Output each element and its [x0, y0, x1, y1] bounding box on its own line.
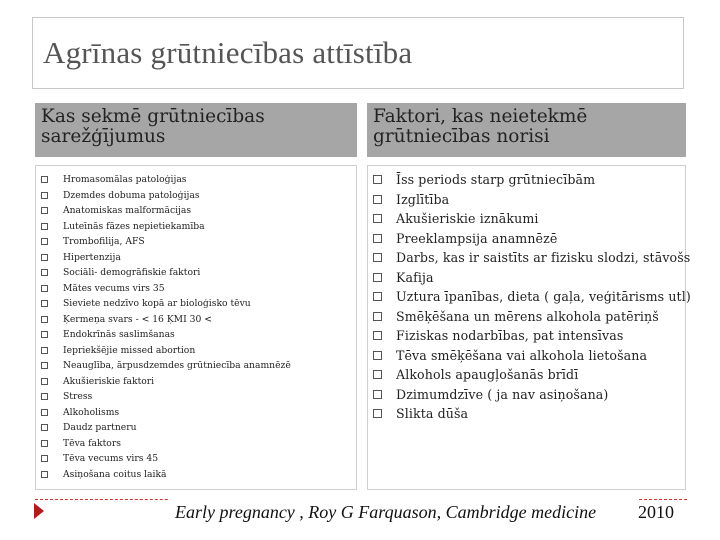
list-item [41, 250, 291, 266]
square-bullet-icon [41, 238, 48, 245]
square-bullet-icon [373, 195, 382, 204]
list-item [41, 203, 291, 219]
square-bullet-icon [373, 351, 382, 360]
list-item [373, 170, 691, 190]
list-item [41, 172, 291, 188]
list-item-text: Fiziskas nodarbības, pat intensīvas [396, 328, 624, 344]
list-item [373, 287, 691, 307]
square-bullet-icon [373, 175, 382, 184]
square-bullet-icon [41, 378, 48, 385]
list-item-text: Mātes vecums virs 35 [63, 282, 165, 294]
square-bullet-icon [373, 234, 382, 243]
list-item [373, 326, 691, 346]
list-item [373, 307, 691, 327]
list-item-text: Sieviete nedzīvo kopā ar bioloģisko tēvu [63, 298, 251, 310]
list-item-text: Uztura īpanības, dieta ( gaļa, veģitārisms utl) [396, 289, 691, 305]
square-bullet-icon [373, 370, 382, 379]
citation-text: Early pregnancy , Roy G Farquason, Cambridge medicine [170, 496, 638, 528]
list-item [41, 420, 291, 436]
list-item [41, 358, 291, 374]
list-item [41, 234, 291, 250]
list-item [373, 365, 691, 385]
list-item [373, 385, 691, 405]
list-item-text: Preeklampsija anamnēzē [396, 230, 558, 246]
list-item [41, 343, 291, 359]
list-item-text: Dzimumdzīve ( ja nav asiņošana) [396, 386, 609, 402]
list-item [41, 188, 291, 204]
square-bullet-icon [41, 440, 48, 447]
square-bullet-icon [41, 285, 48, 292]
square-bullet-icon [41, 347, 48, 354]
list-item [373, 190, 691, 210]
square-bullet-icon [373, 390, 382, 399]
list-item-text: Tēva faktors [63, 437, 121, 449]
list-item [373, 209, 691, 229]
square-bullet-icon [41, 455, 48, 462]
list-item-text: Alkohols apaugļošanās brīdī [396, 367, 579, 383]
square-bullet-icon [373, 273, 382, 282]
list-item-text: Akušieriskie iznākumi [396, 211, 539, 227]
list-item [41, 374, 291, 390]
list-item [41, 436, 291, 452]
right-column-heading: Faktori, kas neietekmē grūtniecības norisi [367, 103, 686, 157]
square-bullet-icon [41, 409, 48, 416]
slide-title: Agrīnas grūtniecības attīstība [43, 35, 413, 70]
list-item-text: Anatomiskas malformācijas [63, 205, 192, 217]
list-item-text: Slikta dūša [396, 406, 469, 422]
list-item [41, 265, 291, 281]
square-bullet-icon [373, 409, 382, 418]
list-item-text: Hipertenzija [63, 251, 121, 263]
list-item-text: Alkoholisms [63, 406, 120, 418]
list-item-text: Tēva vecums virs 45 [63, 453, 159, 465]
square-bullet-icon [41, 176, 48, 183]
left-column-heading: Kas sekmē grūtniecības sarežģījumus [35, 103, 357, 157]
list-item [41, 389, 291, 405]
list-item [373, 346, 691, 366]
list-item-text: Darbs, kas ir saistīts ar fizisku slodzi, stāvošs [396, 250, 691, 266]
slide-title-box [32, 17, 684, 89]
list-item-text: Trombofilija, AFS [63, 236, 145, 248]
list-item-text: Smēķēšana un mērens alkohola patēriņš [396, 308, 659, 324]
square-bullet-icon [373, 253, 382, 262]
list-item-text: Dzemdes dobuma patoloģijas [63, 189, 200, 201]
list-item-text: Endokrīnās saslimšanas [63, 329, 175, 341]
list-item [373, 268, 691, 288]
square-bullet-icon [41, 331, 48, 338]
list-item-text: Hromasomālas patoloģijas [63, 174, 187, 186]
list-item-text: Tēva smēķēšana vai alkohola lietošana [396, 347, 648, 363]
square-bullet-icon [41, 316, 48, 323]
list-item-text: Iepriekšējie missed abortion [63, 344, 196, 356]
square-bullet-icon [41, 254, 48, 261]
list-item-text: Sociāli- demogrāfiskie faktori [63, 267, 201, 279]
play-arrow-icon[interactable] [34, 503, 44, 519]
list-item [373, 404, 691, 424]
left-factor-list [41, 172, 291, 482]
list-item-text: Kafija [396, 269, 434, 285]
list-item [41, 451, 291, 467]
list-item-text: Ķermeņa svars - < 16 ĶMI 30 < [63, 313, 212, 325]
square-bullet-icon [373, 292, 382, 301]
list-item-text: Izglītība [396, 191, 450, 207]
square-bullet-icon [41, 471, 48, 478]
square-bullet-icon [373, 214, 382, 223]
list-item [373, 248, 691, 268]
square-bullet-icon [41, 207, 48, 214]
square-bullet-icon [41, 393, 48, 400]
square-bullet-icon [373, 331, 382, 340]
square-bullet-icon [373, 312, 382, 321]
list-item [41, 327, 291, 343]
list-item [41, 296, 291, 312]
list-item [41, 219, 291, 235]
list-item [41, 405, 291, 421]
square-bullet-icon [41, 269, 48, 276]
list-item-text: Asiņošana coitus laikā [63, 468, 167, 480]
list-item [41, 312, 291, 328]
list-item [41, 467, 291, 483]
list-item [373, 229, 691, 249]
list-item-text: Akušieriskie faktori [63, 375, 155, 387]
square-bullet-icon [41, 362, 48, 369]
list-item-text: Luteīnās fāzes nepietiekamība [63, 220, 205, 232]
right-factor-list [373, 170, 691, 424]
slide-number: 2010 [638, 502, 674, 522]
list-item-text: Neauglība, ārpusdzemdes grūtniecība anamnēzē [63, 360, 291, 372]
square-bullet-icon [41, 424, 48, 431]
square-bullet-icon [41, 300, 48, 307]
square-bullet-icon [41, 192, 48, 199]
list-item [41, 281, 291, 297]
list-item-text: Stress [63, 391, 93, 403]
list-item-text: Daudz partneru [63, 422, 137, 434]
list-item-text: Īss periods starp grūtniecībām [396, 172, 596, 188]
square-bullet-icon [41, 223, 48, 230]
